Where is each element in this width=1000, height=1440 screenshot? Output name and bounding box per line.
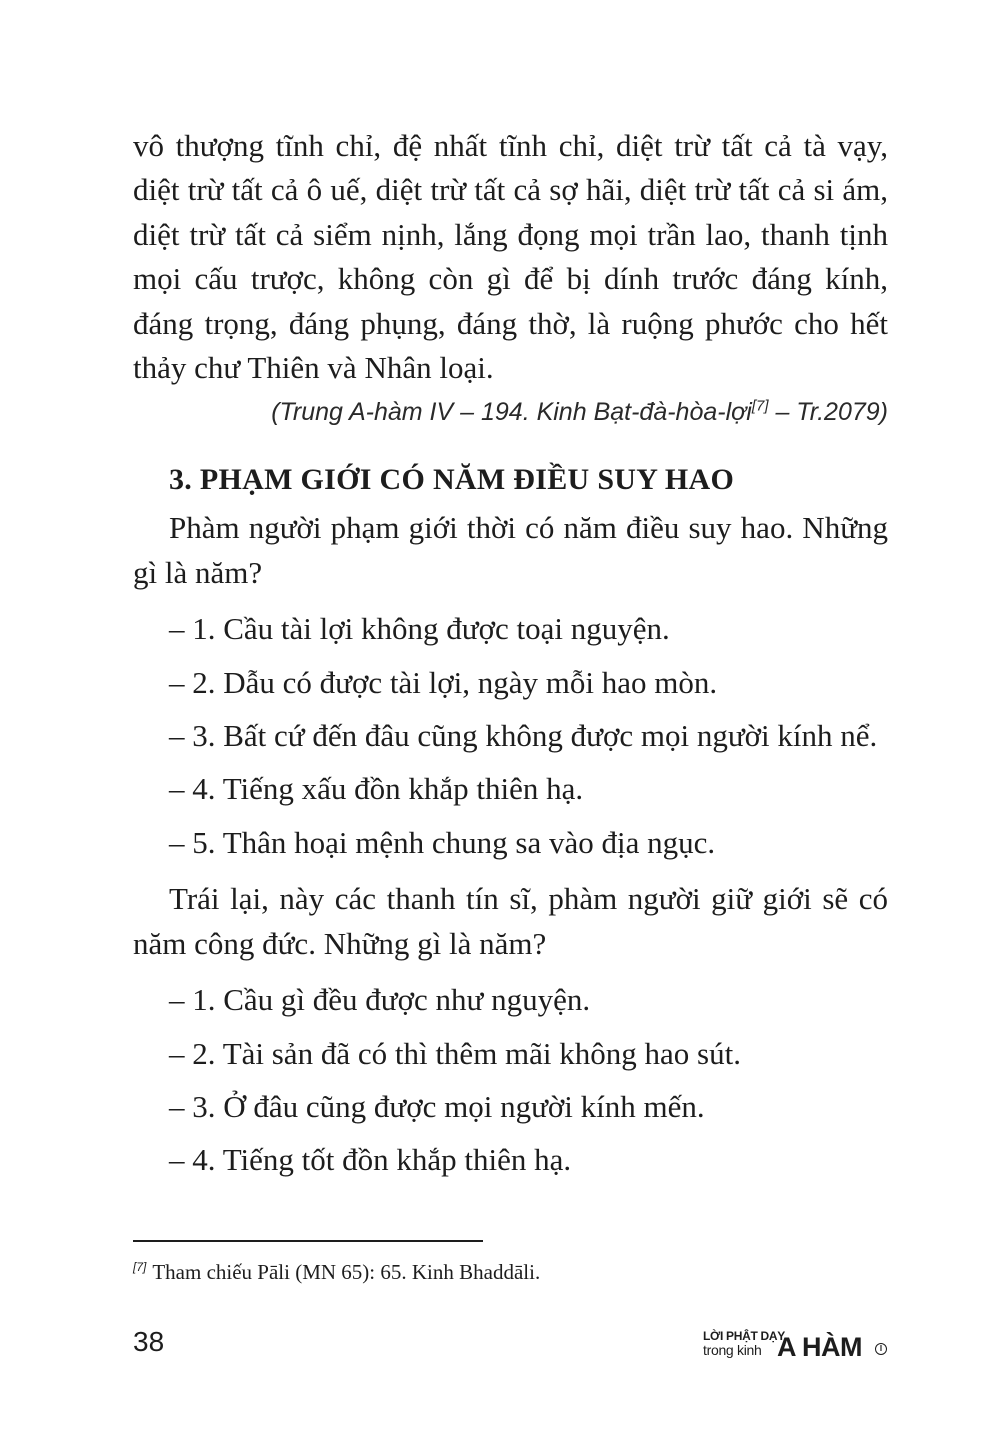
intro-paragraph: Phàm người phạm giới thời có năm điều suy hao. Những gì là năm? — [133, 510, 888, 590]
logo-line1: LỜI PHẬT DẠY — [703, 1329, 785, 1343]
footnote-reference: [7] — [751, 398, 769, 416]
section-heading: 3. PHẠM GIỚI CÓ NĂM ĐIỀU SUY HAO — [169, 463, 735, 497]
body-text — [133, 124, 888, 1183]
contrast-paragraph: Trái lại, này các thanh tín sĩ, phàm người giữ giới sẽ có năm công đức. Những gì là năm? — [133, 881, 888, 961]
footnote-divider — [133, 1240, 483, 1242]
logo-title: A HÀM — [777, 1332, 862, 1362]
volume-badge: I — [875, 1343, 887, 1355]
citation-text: (Trung A-hàm IV – 194. Kinh Bạt-đà-hòa-lợi — [271, 398, 752, 427]
merits-list — [133, 978, 888, 1183]
list-item: – 1. Cầu gì đều được như nguyện. — [169, 982, 591, 1018]
list-item: – 2. Dẫu có được tài lợi, ngày mỗi hao mòn. — [169, 664, 718, 700]
losses-list — [133, 607, 888, 865]
citation-page: – Tr.2079) — [768, 398, 888, 427]
list-item: – 2. Tài sản đã có thì thêm mãi không hao sút. — [169, 1035, 741, 1071]
book-logo — [703, 1330, 893, 1364]
list-item: – 5. Thân hoại mệnh chung sa vào địa ngục. — [169, 824, 716, 860]
footnote-marker: [7] — [133, 1260, 147, 1274]
continuation-paragraph: vô thượng tĩnh chỉ, đệ nhất tĩnh chỉ, diệt trừ tất cả tà vạy, diệt trừ tất cả ô uế, diệt trừ tất cả sợ hãi, diệt trừ tất cả si ám, diệt trừ tất cả siểm nịnh, lắng đọng mọi trần lao, thanh tịnh mọi cấu trược, không còn gì để bị dính trước đáng kính, đáng trọng, đáng phụng, đáng thờ, là ruộng phước cho hết thảy chư Thiên và Nhân loại. — [133, 128, 888, 386]
list-item: – 1. Cầu tài lợi không được toại nguyện. — [169, 611, 670, 647]
page-number: 38 — [133, 1326, 165, 1357]
citation — [133, 394, 888, 430]
list-item: – 3. Ở đâu cũng được mọi người kính mến. — [169, 1088, 705, 1124]
footnote-text: Tham chiếu Pāli (MN 65): 65. Kinh Bhaddāli. — [152, 1260, 541, 1284]
footnote — [133, 1258, 540, 1286]
list-item: – 4. Tiếng xấu đồn khắp thiên hạ. — [169, 771, 584, 807]
logo-line2: trong kinh — [703, 1342, 762, 1358]
list-item: – 3. Bất cứ đến đâu cũng không được mọi người kính nể. — [169, 718, 878, 754]
list-item: – 4. Tiếng tốt đồn khắp thiên hạ. — [169, 1142, 572, 1178]
